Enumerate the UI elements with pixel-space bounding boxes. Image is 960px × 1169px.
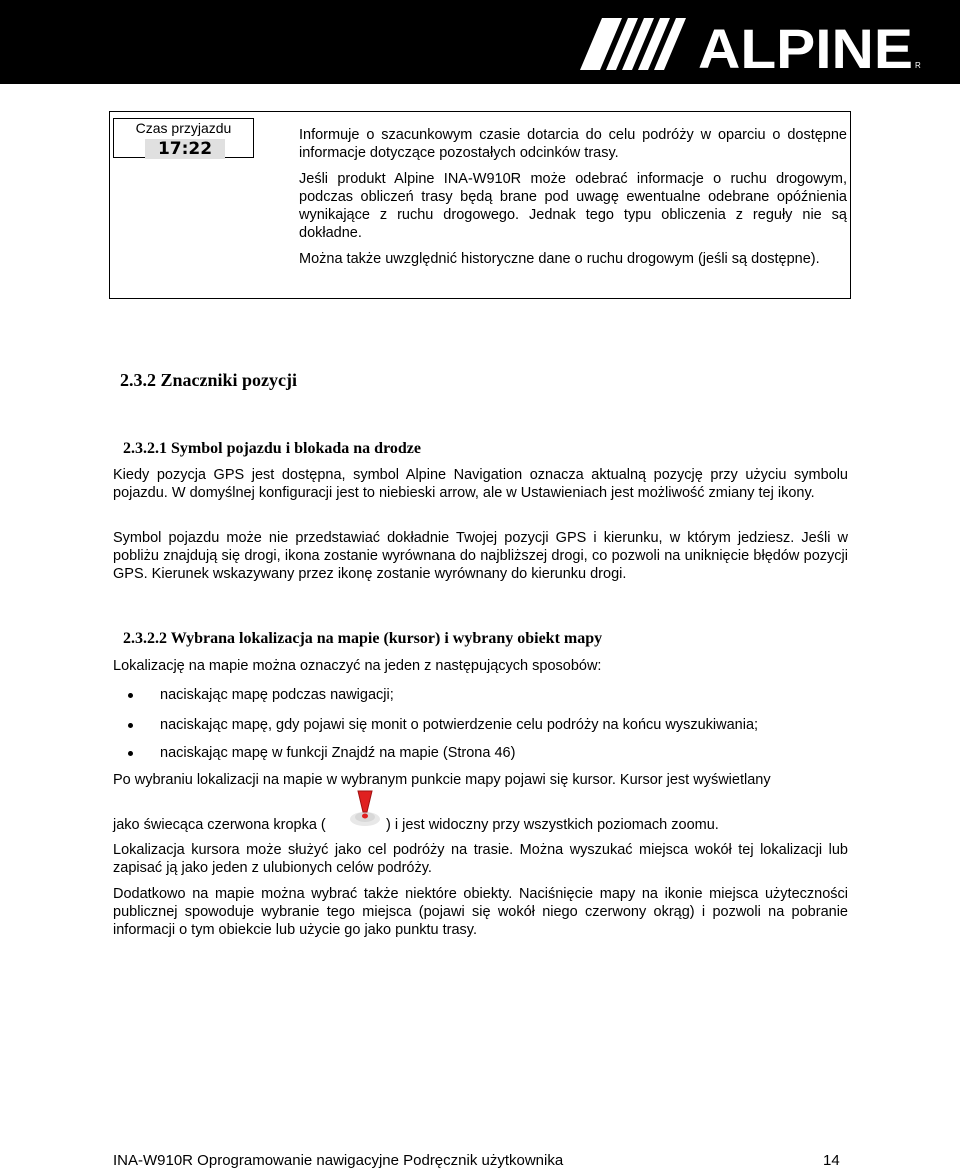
paragraph: Symbol pojazdu może nie przedstawiać dokładnie Twojej pozycji GPS i kierunku, w którym jedziesz. Jeśli w pobliżu znajdują się drogi, ikona zostanie wyrównana do najbliższej drogi, co pozwoli na uniknięcie błędów pozycji GPS. Kierunek wskazywany przez ikonę zostanie wyrównany do kierunku drogi. <box>113 530 848 582</box>
red-cursor-icon <box>348 788 382 828</box>
widget-label: Czas przyjazdu <box>135 120 232 136</box>
svg-text:ALPINE: ALPINE <box>698 17 913 76</box>
cursor-text-a: jako świecąca czerwona kropka ( <box>113 817 326 833</box>
bullet-icon <box>128 693 133 698</box>
info-paragraph: Jeśli produkt Alpine INA-W910R może odebrać informacje o ruchu drogowym, podczas obliczeń trasy będą brane pod uwagę ewentualne odebrane opóźnienia wynikające z ruchu drogowego. Jednak tego typu obliczenia z reguły nie są dokładne. <box>299 171 847 241</box>
footer-title: INA-W910R Oprogramowanie nawigacyjne Podręcznik użytkownika <box>113 1152 564 1169</box>
info-table <box>109 111 851 299</box>
info-paragraph: Informuje o szacunkowym czasie dotarcia do celu podróży w oparciu o dostępne informacje dotyczące pozostałych odcinków trasy. <box>299 127 847 161</box>
arrival-time-widget <box>113 118 254 158</box>
paragraph: Kiedy pozycja GPS jest dostępna, symbol Alpine Navigation oznacza aktualną pozycję przy użyciu symbolu pojazdu. W domyślnej konfiguracji jest to niebieski arrow, ale w Ustawieniach jest możliwość zmiany tej ikony. <box>113 467 848 501</box>
bullet-icon <box>128 723 133 728</box>
paragraph: Dodatkowo na mapie można wybrać także niektóre obiekty. Naciśnięcie mapy na ikonie miejsca użyteczności publicznej spowoduje wybranie tego miejsca (pojawi się wokół niego czerwony okrąg) i pozwoli na pobranie informacji o tym obiekcie lub użycie go jako punktu trasy. <box>113 886 848 938</box>
alpine-logo <box>570 10 930 76</box>
svg-text:R: R <box>915 61 921 70</box>
bullet-icon <box>128 751 133 756</box>
page-header <box>0 0 960 84</box>
paragraph: Lokalizacja kursora może służyć jako cel podróży na trasie. Można wyszukać miejsca wokół tej lokalizacji lub zapisać ją jako jeden z ulubionych celów podróży. <box>113 842 848 876</box>
info-description <box>299 126 847 276</box>
paragraph: Po wybraniu lokalizacji na mapie w wybranym punkcie mapy pojawi się kursor. Kursor jest wyświetlany <box>113 772 771 788</box>
widget-value: 17:22 <box>145 139 225 159</box>
page-number: 14 <box>823 1152 840 1169</box>
section-heading: 2.3.2 Znaczniki pozycji <box>120 370 298 390</box>
subsection-heading-vehicle: 2.3.2.1 Symbol pojazdu i blokada na drodze <box>123 440 421 457</box>
paragraph: Lokalizację na mapie można oznaczyć na jeden z następujących sposobów: <box>113 658 602 674</box>
cursor-text-b: ) i jest widoczny przy wszystkich poziomach zoomu. <box>386 817 719 833</box>
subsection-heading-cursor: 2.3.2.2 Wybrana lokalizacja na mapie (kursor) i wybrany obiekt mapy <box>123 630 603 647</box>
info-paragraph: Można także uwzględnić historyczne dane o ruchu drogowym (jeśli są dostępne). <box>299 251 820 267</box>
